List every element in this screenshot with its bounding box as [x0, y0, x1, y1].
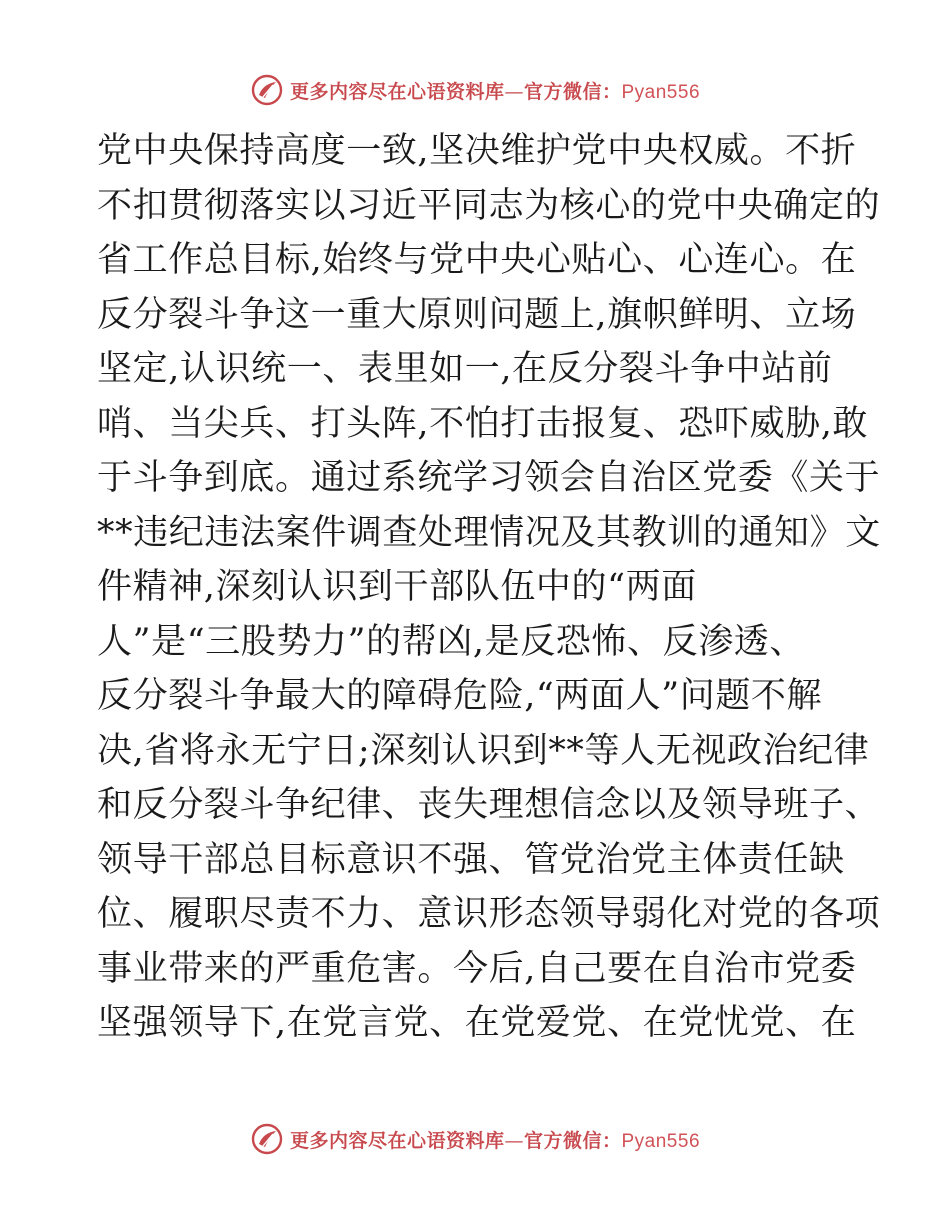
text-line: **违纪违法案件调查处理情况及其教训的通知》文 [97, 512, 881, 553]
text-line: 件精神,深刻认识到干部队伍中的“两面 [97, 567, 697, 607]
text-line: 哨、当尖兵、打头阵,不怕打击报复、恐吓威胁,敢 [97, 403, 869, 444]
text-line: 反分裂斗争这一重大原则问题上,旗帜鲜明、立场 [97, 294, 857, 335]
brand-seal-icon [250, 73, 284, 107]
watermark-brand: 更多内容尽在心语资料库 [289, 80, 505, 103]
document-body [97, 124, 881, 1051]
text-line: 和反分裂斗争纪律、丧失理想信念以及领导班子、 [97, 785, 881, 825]
watermark-wechat-id: Pyan556 [621, 1130, 701, 1152]
watermark-separator: — [504, 80, 524, 103]
footer-watermark [0, 1119, 950, 1159]
text-line: 位、履职尽责不力、意识形态领导弱化对党的各项 [97, 894, 881, 934]
watermark-wechat-label: 官方微信： [523, 80, 622, 103]
text-line: 不扣贯彻落实以习近平同志为核心的党中央确定的 [97, 185, 881, 226]
watermark-text [290, 1126, 700, 1153]
text-line: 领导干部总目标意识不强、管党治党主体责任缺 [97, 839, 845, 880]
watermark-text [290, 77, 700, 104]
watermark-brand: 更多内容尽在心语资料库 [289, 1129, 505, 1152]
text-line: 省工作总目标,始终与党中央心贴心、心连心。在 [97, 240, 857, 280]
watermark-wechat-id: Pyan556 [621, 81, 701, 103]
text-line: 于斗争到底。通过系统学习领会自治区党委《关于 [97, 458, 881, 498]
header-watermark [0, 70, 950, 110]
brand-seal-icon [250, 1122, 284, 1156]
text-line: 坚定,认识统一、表里如一,在反分裂斗争中站前 [97, 349, 833, 389]
text-line: 人”是“三股势力”的帮凶,是反恐怖、反渗透、 [97, 621, 806, 662]
watermark-separator: — [504, 1129, 524, 1152]
text-line: 党中央保持高度一致,坚决维护党中央权威。不折 [97, 131, 857, 171]
text-line: 事业带来的严重危害。今后,自己要在自治市党委 [97, 948, 857, 989]
text-line: 决,省将永无宁日;深刻认识到**等人无视政治纪律 [97, 730, 870, 771]
text-line: 坚强领导下,在党言党、在党爱党、在党忧党、在 [97, 1003, 857, 1043]
watermark-wechat-label: 官方微信： [523, 1129, 622, 1152]
text-line: 反分裂斗争最大的障碍危险,“两面人”问题不解 [97, 676, 823, 716]
